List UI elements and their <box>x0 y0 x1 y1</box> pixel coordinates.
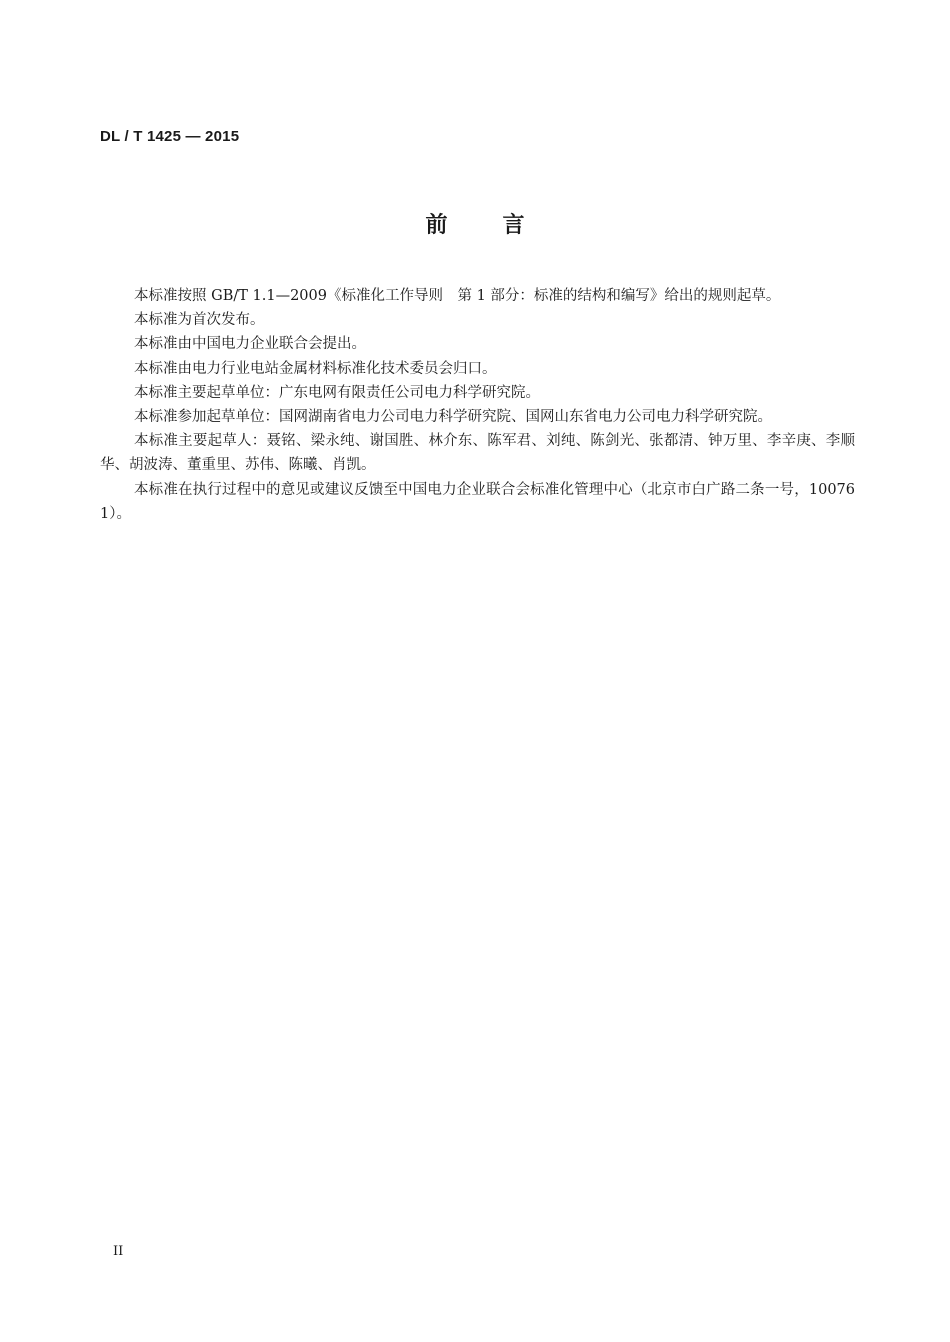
foreword-body <box>100 284 855 526</box>
paragraph-proposed-by: 本标准由中国电力企业联合会提出。 <box>134 336 366 353</box>
paragraph-feedback: 本标准在执行过程中的意见或建议反馈至中国电力企业联合会标准化管理中心（北京市白广路二条一号，100761）。 <box>100 481 855 522</box>
page-title: 前言 <box>425 213 580 238</box>
paragraph-technical-committee: 本标准由电力行业电站金属材料标准化技术委员会归口。 <box>134 360 497 377</box>
paragraph-drafting-rules: 本标准按照 GB/T 1.1—2009《标准化工作导则 第 1 部分：标准的结构和编写》给出的规则起草。 <box>134 288 781 304</box>
paragraph-main-drafting-unit: 本标准主要起草单位：广东电网有限责任公司电力科学研究院。 <box>134 384 540 401</box>
document-code: DL / T 1425 — 2015 <box>100 128 240 145</box>
page-number: II <box>113 1244 124 1259</box>
paragraph-first-release: 本标准为首次发布。 <box>134 312 265 329</box>
paragraph-main-drafters: 本标准主要起草人：聂铭、梁永纯、谢国胜、林介东、陈军君、刘纯、陈剑光、张都清、钟万里、李辛庚、李顺华、胡波涛、董重里、苏伟、陈曦、肖凯。 <box>100 433 855 474</box>
paragraph-participating-units: 本标准参加起草单位：国网湖南省电力公司电力科学研究院、国网山东省电力公司电力科学研究院。 <box>134 409 772 426</box>
